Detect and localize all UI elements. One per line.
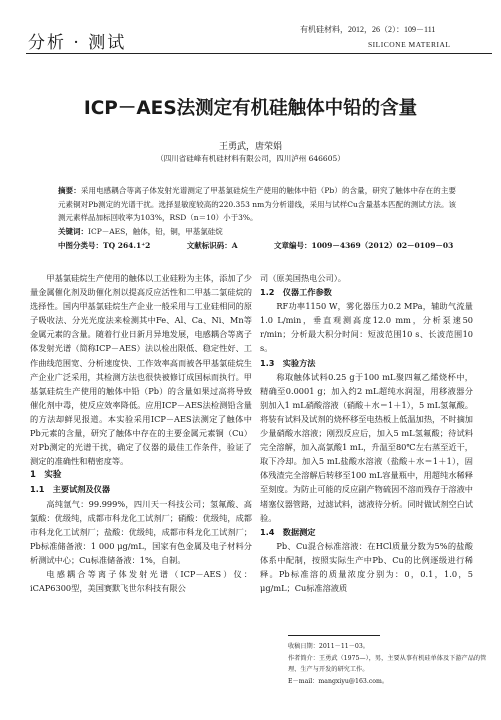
footnote-block: [288, 641, 488, 687]
clc-number: 中图分类号：TQ 264.1⁺2: [58, 241, 151, 250]
header-divider: [26, 53, 492, 54]
conditions-paragraph: RF功率1150 W，雾化器压力0.2 MPa，辅助气流量1.0 L/min，垂直观测高度12.0 mm，分析泵速50 r/min；分析最大积分时间：短波范围10 s、长波范围10 s。: [260, 301, 473, 354]
heading-conditions: 1.2 仪器工作参数: [260, 287, 332, 298]
article-authors: 王勇武，唐荣娟: [218, 142, 282, 152]
heading-data: 1.4 数据测定: [260, 526, 316, 537]
right-column: [260, 271, 473, 595]
journal-name: SILICONE MATERIAL: [368, 40, 451, 49]
section-heading: 分析 · 测试: [28, 33, 127, 53]
instrument-continued: 司（原美国热电公司）。: [260, 273, 346, 283]
heading-reagents: 1.1 主要试剂及仪器: [30, 484, 111, 495]
instrument-paragraph: 电感耦合等离子体发射光谱（ICP－AES）仪：iCAP6300型，美国赛默飞世尔科技有限公: [30, 568, 252, 594]
article-number: 文章编号：1009－4369（2012）02－0109－03: [274, 241, 454, 250]
article-title: ICP－AES法测定有机硅触体中铅的含量: [83, 98, 418, 119]
method-paragraph: 称取触体试料0.25 g于100 mL聚四氟乙烯烧杯中，精确至0.0001 g；加入约2 mL超纯水润湿，用移液器分别加入1 mL硝酸溶液（硝酸＋水＝1＋1），5 mL氢氟酸。将装有试料及试剂的烧杯移至电热板上低温加热，不时摘加少量硝酸水溶液；刚烈反应后，加入5 mL氢氟酸；待试料完全溶解，加入高氯酸1 mL，升温至80℃左右蒸至近干，取下冷却。加入5 mL盐酸水溶液（盐酸＋水＝1＋1），固体残渣完全溶解后转移至100 mL容量瓶中，用超纯水稀释至刻度。为防止可能的反应副产物硫因不溶而残存于溶液中堵塞仪器管路，过滤试料，滤液待分析。同时做试剂空白试验。: [260, 371, 473, 523]
reagents-paragraph: 高纯氩气：99.999%，四川天一科技公司；氢氟酸、高氯酸：优级纯，成都市科龙化工试剂厂；硝酸：优级纯，成都市科龙化工试剂厂；盐酸：优级纯，成都市科龙化工试剂厂；Pb标准储备液：1 000 μg/mL，国家有色金属及电子材料分析测试中心；Cu标准储备液：1%，自制。: [30, 498, 252, 565]
abstract-label: 摘要：: [58, 186, 81, 195]
classification-line: [58, 240, 487, 251]
heading-method: 1.3 实验方法: [260, 357, 316, 368]
keywords-label: 关键词：: [58, 226, 88, 236]
journal-reference: 有机硅材料，2012，26（2）：109－111: [300, 25, 436, 34]
abstract-text: 采用电感耦合等离子体发射光谱测定了甲基氯硅烷生产使用的触体中铅（Pb）的含量，研究了触体中存在的主要元素铜对Pb测定的光谱干扰。选择显敏度较高的220.353 nm为分析谱线，采用与试样Cu含量基本匹配的测试方法。该测元素样品加标回收率为103%，RSD（n＝10）小于3%。: [58, 186, 456, 222]
document-code: 文献标识码：A: [186, 241, 238, 250]
author-email: E－mail：mangxiyu@163.com。: [288, 677, 389, 685]
left-column: [30, 271, 252, 595]
keywords-text: ICP－AES，触体，铅，铜，甲基氯硅烷: [88, 226, 223, 236]
data-paragraph: Pb、Cu混合标准溶液：在HCl质量分数为5%的盐酸体系中配制，按照实际生产中Pb、Cu的比例逐级进行稀释。Pb标准溶的质量浓度分别为：0，0.1，1.0，5 μg/mL；Cu标准溶液质: [260, 540, 473, 594]
heading-experiment: 1 实验: [30, 470, 62, 481]
intro-paragraph: 甲基氯硅烷生产使用的触体以工业硅粉为主体，添加了少量金属催化剂及助催化剂以提高反应活性和二甲基二氯硅烷的选择性。国内甲基氯硅烷生产企业一般采用与工业硅相同的原子吸收法、分光光度法来检测其中Fe、Al、Ca、Ni、Mn等金属元素的含量。随着行业日新月异地发展，电感耦合等离子体发射光谱（简称ICP－AES）法以检出限低、稳定性好、工作曲线范围宽、分析速度快、工作效率高而被各甲基氯硅烷生产企业广泛采用，其检测方法也很快被修订成国标而执行。甲基氯硅烷生产使用的触体中铅（Pb）的含量如果过高将导致催化剂中毒，使反应效率降低。应用ICP－AES法检测铅含量的方法却鲜见报道。本实验采用ICP－AES法测定了触体中Pb元素的含量，研究了触体中存在的主要金属元素铜（Cu）对Pb测定的光谱干扰，确定了仪器的最佳工作条件，验证了测定的准确性和精密度等。: [30, 273, 252, 467]
received-date: 收稿日期：2011－11－03。: [288, 643, 369, 650]
footnote-divider: [288, 635, 380, 636]
author-affiliation: （四川省硅峰有机硅材料有限公司，四川泸州 646605）: [156, 154, 345, 163]
abstract-block: [58, 184, 456, 238]
author-bio: 作者简介：王勇武（1975—），男，主要从事有机硅单体及下游产品的管理、生产与开发的研究工作。: [288, 654, 487, 673]
